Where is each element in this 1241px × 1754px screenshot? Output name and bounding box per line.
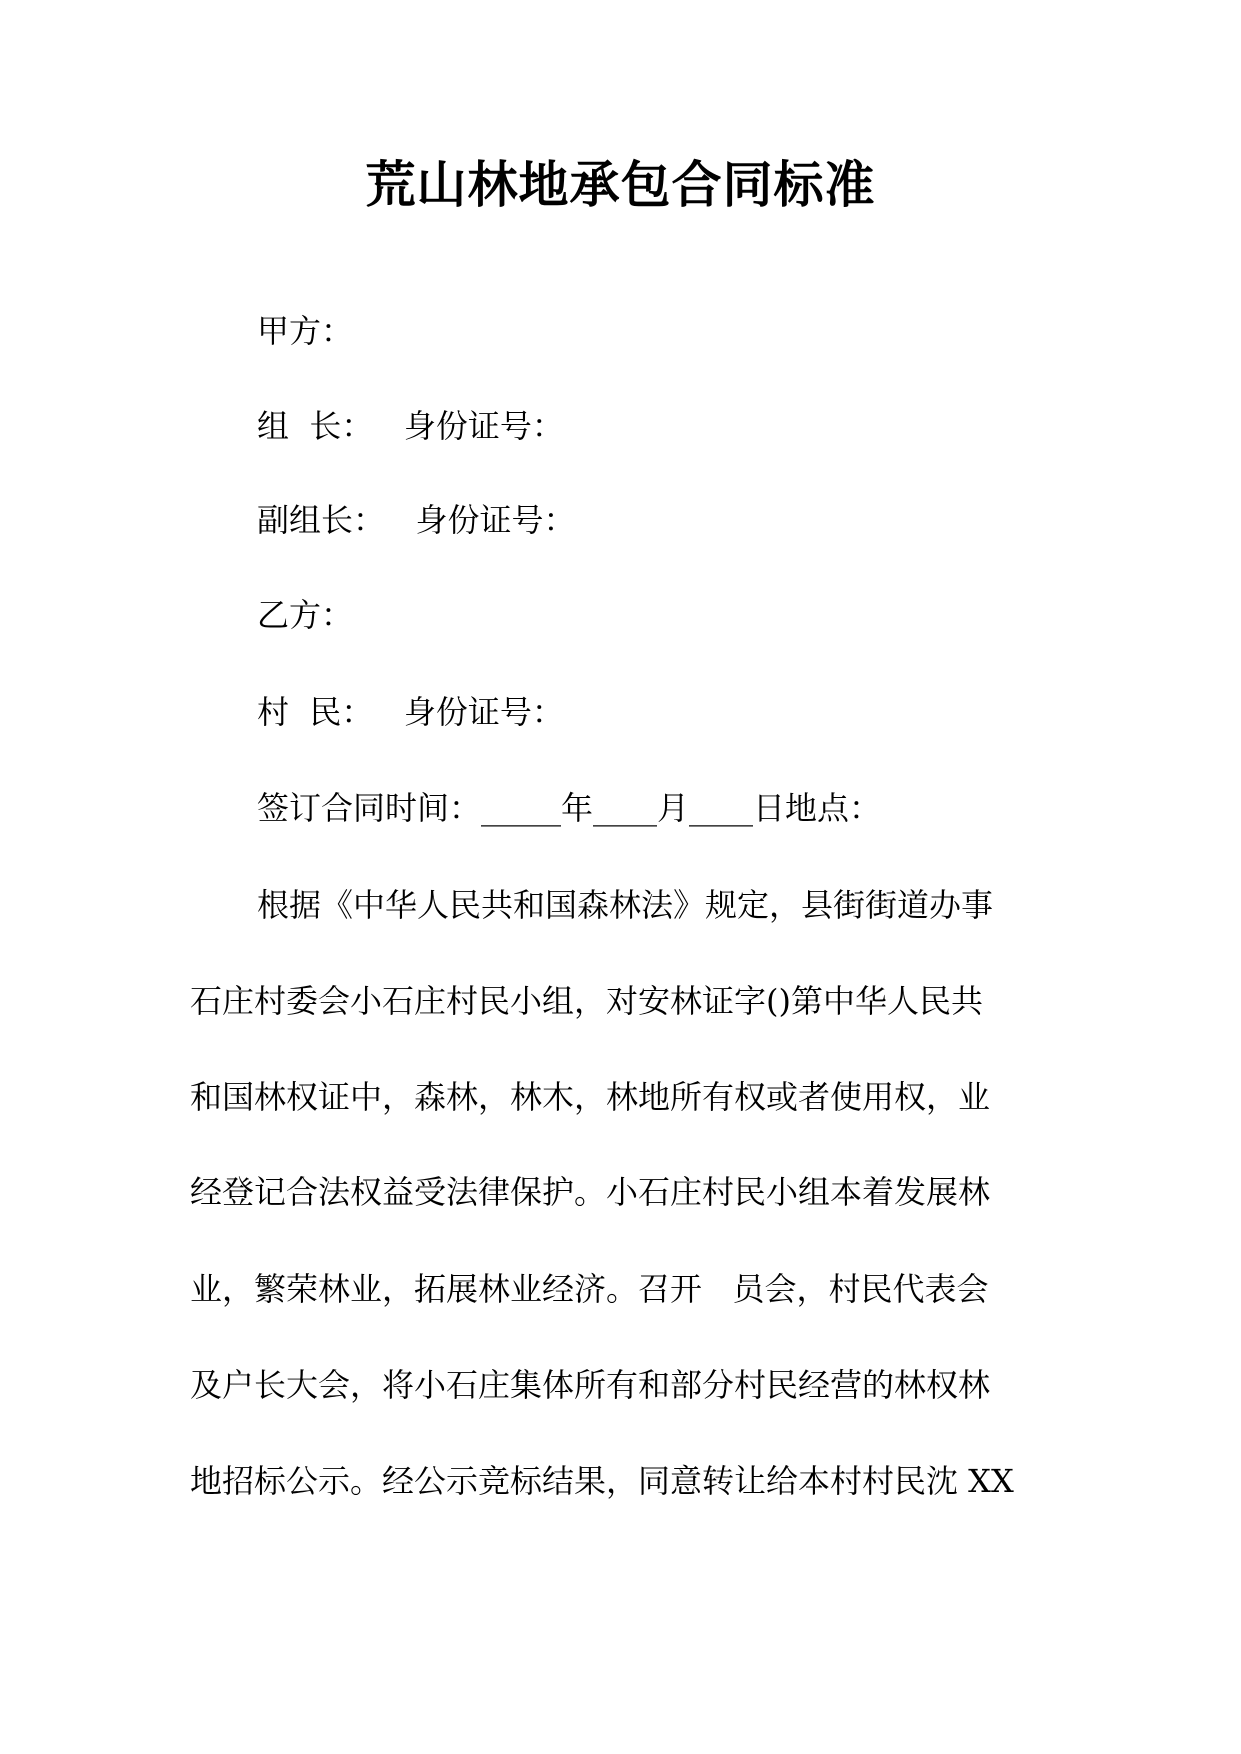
body-paragraph-line: 及户长大会，将小石庄集体所有和部分村民经营的林权林 bbox=[190, 1366, 991, 1404]
body-paragraph-line: 石庄村委会小石庄村民小组，对安林证字()第中华人民共 bbox=[190, 982, 983, 1020]
body-paragraph-line: 和国林权证中，森林，林木，林地所有权或者使用权，业 bbox=[190, 1078, 991, 1116]
body-paragraph-line: 地招标公示。经公示竞标结果，同意转让给本村村民沈 XX bbox=[190, 1462, 1014, 1500]
villager-field: 村 民： 身份证号： bbox=[257, 693, 564, 731]
body-paragraph-line: 经登记合法权益受法律保护。小石庄村民小组本着发展林 bbox=[190, 1173, 991, 1211]
deputy-leader-field: 副组长： 身份证号： bbox=[257, 501, 576, 539]
party-a-field: 甲方： bbox=[257, 312, 354, 350]
party-b-field: 乙方： bbox=[257, 596, 354, 634]
group-leader-field: 组 长： 身份证号： bbox=[257, 407, 564, 445]
signing-date-field: 签订合同时间：_____年____月____日地点： bbox=[257, 789, 882, 827]
body-paragraph-line: 业，繁荣林业，拓展林业经济。召开 员会，村民代表会 bbox=[190, 1270, 989, 1308]
document-title: 荒山林地承包合同标准 bbox=[365, 156, 876, 214]
body-paragraph-line: 根据《中华人民共和国森林法》规定，县街街道办事 bbox=[257, 886, 994, 924]
